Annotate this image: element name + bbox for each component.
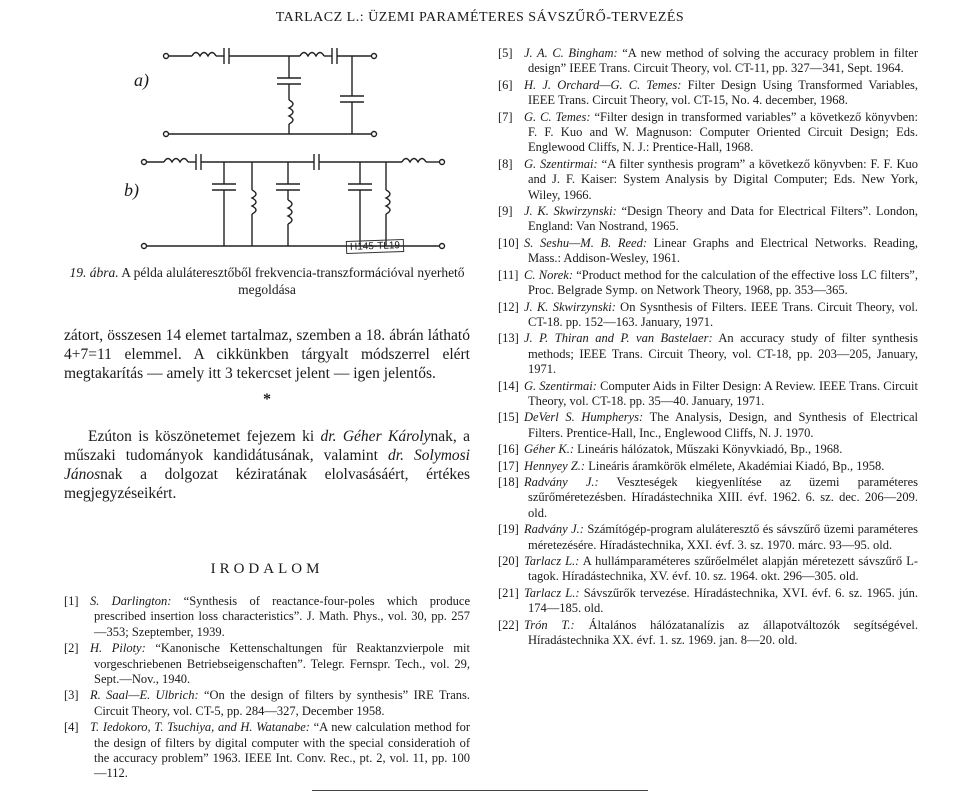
figure-caption: [64, 264, 470, 298]
reference-list-right: [498, 46, 918, 648]
reference-author: R. Saal—E. Ulbrich:: [90, 688, 199, 703]
reference-text: “Filter design in transformed variables” a következő könyvben: F. F. Kuo and W. Magnuson: Computer Oriented Circuit Design; Eds. Englewood Cliffs, N. J.: Prentice-Hall, 1968.: [528, 109, 918, 155]
figure-label-b: b): [124, 180, 139, 200]
thanks-name-2: dr. Solymosi János: [64, 447, 470, 483]
reference-author: S. Darlington:: [90, 594, 172, 608]
reference-number: [3]: [64, 688, 79, 703]
reference-item: [498, 618, 918, 649]
reference-list-left: [64, 594, 470, 782]
reference-text: “Product method for the calculation of the effective loss LC filters”, Proc. Belgrade Symp. on Network Theory, 1968, pp. 353—365.: [528, 267, 918, 298]
reference-text: Computer Aids in Filter Design: A Review. IEEE Trans. Circuit Theory, vol. CT-18. pp. 35—40. January, 1971.: [528, 378, 918, 408]
reference-item: [498, 459, 918, 474]
reference-item: [498, 586, 918, 617]
reference-number: [1]: [64, 594, 79, 608]
reference-number: [12]: [498, 299, 519, 314]
reference-author: H. Piloty:: [90, 641, 146, 656]
reference-item: [498, 475, 918, 521]
reference-text: An accuracy study of filter synthesis methods; IEEE Trans. Circuit Theory, vol. CT-18, pp. 203—205, January, 1971.: [528, 331, 918, 377]
reference-item: [498, 379, 918, 410]
reference-item: [498, 410, 918, 441]
reference-text: “On the design of filters by synthesis” IRE Trans. Circuit Theory, vol. CT-5, pp. 284—327, December 1958.: [94, 688, 470, 718]
reference-item: [498, 268, 918, 299]
reference-text: The Analysis, Design, and Synthesis of Electrical Filters. Prentice-Hall, Inc., Englewood Cliffs, N. J. 1970.: [528, 410, 918, 440]
circuit-diagram: [64, 40, 470, 250]
reference-item: [64, 641, 470, 687]
reference-text: “A new method of solving the accuracy problem in filter design” IEEE Trans. Circuit Theory, vol. CT-11, pp. 327—341, Sept. 1964.: [528, 46, 919, 76]
reference-text: A hullámparaméteres szűrőelmélet alapján méretezett sávszűrő L-tagok. Híradástechnika, XV. évf. 10. sz. 1964. okt. 296—305. old.: [528, 554, 919, 584]
reference-text: Veszteségek kiegyenlítése az üzemi paraméteres szűrőméretezésben. Híradástechnika XIII. évf. 1962. 6. sz. dec. 206—209. old.: [528, 474, 918, 520]
reference-number: [13]: [498, 331, 519, 346]
reference-number: [16]: [498, 442, 519, 457]
reference-number: [15]: [498, 410, 519, 425]
footer-rule: [312, 790, 648, 791]
reference-text: “A filter synthesis program” a következő könyvben: F. F. Kuo and J. F. Kaiser: System Analysis by Digital Computer; Eds. New York, Wiley, 1966.: [528, 156, 918, 202]
reference-number: [14]: [498, 378, 519, 393]
acknowledgement-paragraph: [64, 427, 470, 503]
thanks-text-1: Ezúton is köszönetemet fejezem ki: [88, 428, 321, 445]
reference-text: “A new calculation method for the design of filters by digital computer with the special consideratioh of the accuracy problem” 1963. IEEE Int. Conv. Rec., pt. 2, vol. 11, pp. 100—112.: [94, 720, 470, 781]
reference-author: J. P. Thiran and P. van Bastelaer:: [524, 331, 713, 346]
reference-text: Számítógép-program aluláteresztő és sávszűrő üzemi paraméteres méretezésére. Híradástechnika, XXI. évf. 3. sz. 1970. márc. 93—95. old.: [528, 522, 918, 552]
reference-text: “Kanonische Kettenschaltungen für Reaktanzvierpole mit vorgeschriebenen Betriebseigenschaften”. Telegr. Fernspr. Tech., vol. 29, Sept.—Nov., 1940.: [94, 641, 470, 687]
reference-item: [498, 46, 918, 77]
reference-number: [11]: [498, 267, 519, 282]
reference-author: G. Szentirmai:: [524, 156, 598, 171]
figure-label-a: a): [134, 70, 149, 90]
reference-author: Radvány J.:: [524, 522, 584, 537]
reference-item: [498, 300, 918, 331]
archive-stamp: H145-TL19: [346, 239, 404, 254]
reference-text: Filter Design Using Transformed Variables, IEEE Trans. Circuit Theory, vol. CT-15, No. 4. december, 1968.: [528, 77, 918, 108]
reference-text: Lineáris hálózatok, Műszaki Könyvkiadó, Bp., 1968.: [574, 442, 843, 457]
thanks-text-2: nak, a műszaki tudományok kandidátusának, valamint: [64, 428, 471, 464]
reference-number: [2]: [64, 641, 79, 656]
reference-author: Tarlacz L.:: [524, 554, 580, 568]
reference-item: [498, 554, 918, 585]
reference-number: [17]: [498, 458, 519, 473]
reference-text: Linear Graphs and Electrical Networks. Reading, Mass.: Addison-Wesley, 1961.: [528, 235, 918, 266]
reference-number: [10]: [498, 235, 519, 250]
reference-item: [498, 157, 918, 203]
reference-number: [21]: [498, 585, 519, 600]
reference-item: [498, 78, 918, 109]
reference-author: H. J. Orchard—G. C. Temes:: [524, 77, 682, 92]
right-column: [498, 46, 918, 649]
reference-item: [498, 236, 918, 267]
reference-number: [6]: [498, 77, 513, 92]
reference-number: [22]: [498, 617, 519, 632]
reference-author: T. Iedokoro, T. Tsuchiya, and H. Watanabe:: [90, 720, 310, 735]
section-separator: *: [263, 391, 271, 408]
reference-number: [7]: [498, 109, 513, 124]
reference-item: [498, 442, 918, 457]
body-paragraph-1: zátort, összesen 14 elemet tartalmaz, szemben a 18. ábrán látható 4+7=11 elemmel. A cikkünkben tárgyalt módszerrel elért megtakarítás — amely itt 3 tekercset jelent — igen jelentős.: [64, 327, 470, 382]
reference-author: J. K. Skwirzynski:: [524, 299, 616, 314]
reference-text: Lineáris áramkörök elmélete, Akadémiai Kiadó, Bp., 1958.: [585, 458, 885, 473]
reference-author: J. A. C. Bingham:: [524, 46, 618, 60]
reference-number: [18]: [498, 474, 519, 489]
circuit-a: [164, 48, 377, 137]
reference-author: Géher K.:: [524, 442, 574, 457]
reference-author: Hennyey Z.:: [524, 458, 586, 473]
reference-text: “Synthesis of reactance-four-poles which produce prescribed insertion loss characteristics”. J. Math. Phys., vol. 30, pp. 257—353; Szeptember, 1939.: [94, 594, 470, 639]
reference-author: Radvány J.:: [524, 474, 599, 489]
reference-text: “Design Theory and Data for Electrical Filters”. London, England: Van Nostrand, 1965.: [528, 204, 918, 234]
circuit-b: [142, 154, 445, 249]
circuit-figure: [64, 40, 470, 253]
caption-text: A példa aluláteresztőből frekvencia-transzformációval nyerhető megoldása: [121, 265, 465, 297]
reference-number: [5]: [498, 46, 513, 60]
reference-item: [498, 522, 918, 553]
reference-text: Általános hálózatanalízis az állapotváltozók segítségével. Híradástechnika XX. évf. 1. sz. 1969. jan. 8—20. old.: [528, 617, 918, 648]
references-title: IRODALOM: [210, 561, 324, 577]
reference-number: [20]: [498, 554, 519, 568]
reference-item: [64, 594, 470, 640]
reference-author: DeVerl S. Humpherys:: [524, 410, 644, 425]
thanks-name-1: dr. Géher Károly: [320, 428, 431, 445]
thanks-text-3: nak a dolgozat kéziratának elolvasásáért, értékes megjegyzéseikért.: [64, 466, 470, 502]
reference-item: [498, 331, 918, 377]
reference-author: G. Szentirmai:: [524, 378, 597, 393]
reference-author: S. Seshu—M. B. Reed:: [524, 235, 648, 250]
reference-item: [498, 110, 918, 156]
running-head: TARLACZ L.: ÜZEMI PARAMÉTERES SÁVSZŰRŐ-TERVEZÉS: [275, 10, 685, 25]
reference-author: Tarlacz L.:: [524, 585, 580, 600]
reference-item: [64, 688, 470, 719]
reference-number: [4]: [64, 720, 79, 735]
caption-number: 19. ábra.: [69, 265, 119, 280]
reference-number: [9]: [498, 204, 513, 219]
reference-number: [8]: [498, 156, 513, 171]
reference-author: G. C. Temes:: [524, 109, 591, 124]
reference-number: [19]: [498, 522, 519, 537]
reference-text: Sávszűrők tervezése. Híradástechnika, XVI. évf. 6. sz. 1965. jún. 174—185. old.: [528, 585, 919, 616]
reference-author: C. Norek:: [524, 267, 573, 282]
left-column: [64, 40, 470, 783]
reference-item: [64, 720, 470, 782]
reference-item: [498, 204, 918, 235]
reference-author: Trón T.:: [524, 617, 575, 632]
reference-author: J. K. Skwirzynski:: [524, 204, 617, 219]
reference-text: On Sysnthesis of Filters. IEEE Trans. Circuit Theory, vol. CT-18. pp. 152—163. January, 1971.: [528, 299, 918, 329]
